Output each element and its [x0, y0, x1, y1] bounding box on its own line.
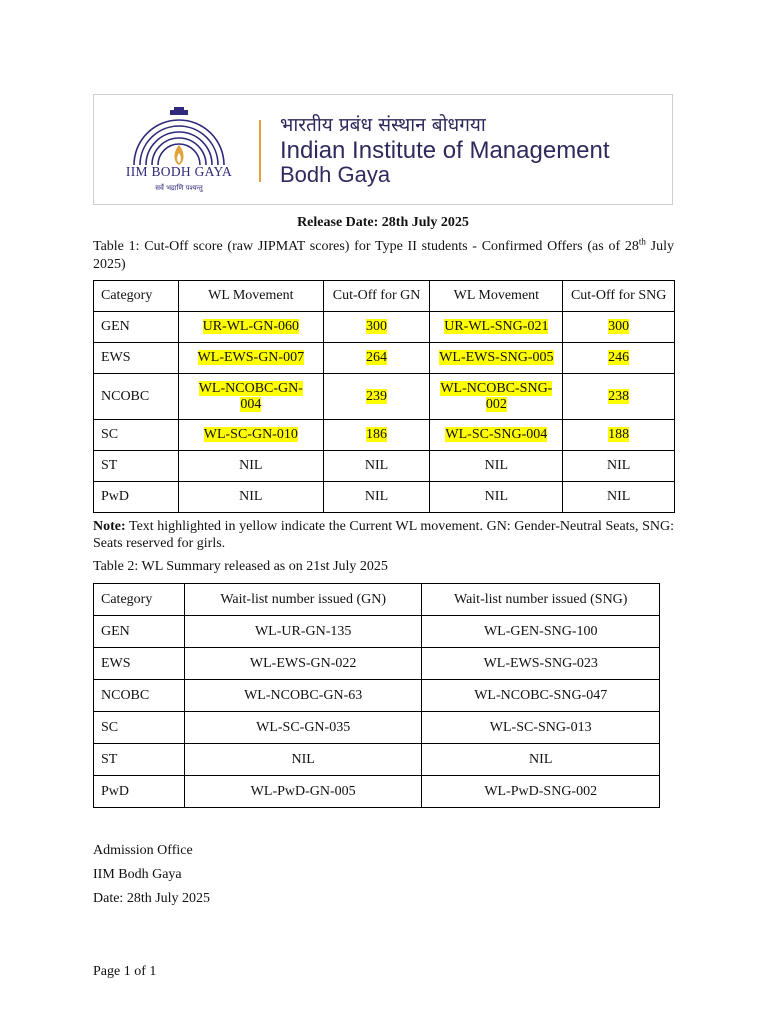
logo-motto: सर्वे भद्राणि पश्यन्तु — [155, 184, 203, 192]
wl-sng-cell: WL-SC-SNG-013 — [422, 712, 660, 744]
table-header-row — [94, 584, 660, 616]
cutoff-cell — [563, 420, 675, 451]
highlighted-value: 246 — [608, 350, 630, 365]
cutoff-cell — [323, 374, 430, 420]
category-cell: NCOBC — [94, 680, 185, 712]
highlighted-value: WL-NCOBC-SNG-002 — [440, 380, 553, 412]
cutoff-cell — [323, 420, 430, 451]
table-row — [94, 744, 660, 776]
highlighted-value: 300 — [366, 319, 388, 334]
cutoff-table — [93, 280, 675, 513]
institute-name-english: Indian Institute of Management — [280, 137, 610, 164]
table-row — [94, 712, 660, 744]
category-cell: GEN — [94, 616, 185, 648]
wl-movement-cell — [178, 343, 323, 374]
table-row — [94, 776, 660, 808]
institute-name-hindi: भारतीय प्रबंध संस्थान बोधगया — [280, 114, 486, 136]
highlighted-value: 264 — [366, 350, 388, 365]
category-cell: PwD — [94, 482, 179, 513]
table-row — [94, 482, 675, 513]
note-label: Note: — [93, 519, 126, 534]
header-cell: Wait-list number issued (SNG) — [422, 584, 660, 616]
highlighted-value: WL-EWS-GN-007 — [197, 350, 305, 365]
header-cell: Category — [94, 584, 185, 616]
cutoff-cell — [563, 374, 675, 420]
highlighted-value: WL-SC-GN-010 — [203, 427, 298, 442]
highlighted-value: 239 — [366, 388, 388, 404]
wl-sng-cell: WL-NCOBC-SNG-047 — [422, 680, 660, 712]
wl-gn-cell: NIL — [184, 744, 422, 776]
highlighted-value: UR-WL-SNG-021 — [444, 319, 549, 334]
wl-gn-cell: WL-SC-GN-035 — [184, 712, 422, 744]
table-row — [94, 343, 675, 374]
header-cell: Cut-Off for GN — [323, 281, 430, 312]
wl-movement-cell — [178, 374, 323, 420]
iim-bodh-gaya-logo — [114, 107, 244, 193]
wl-gn-cell: WL-EWS-GN-022 — [184, 648, 422, 680]
stupa-arch-icon — [114, 107, 244, 167]
cutoff-cell — [323, 343, 430, 374]
category-cell: SC — [94, 712, 185, 744]
header-cell: WL Movement — [178, 281, 323, 312]
table2-caption: Table 2: WL Summary released as on 21st July 2025 — [93, 559, 388, 574]
letterhead — [93, 94, 673, 205]
table-row — [94, 312, 675, 343]
cutoff-cell: NIL — [563, 482, 675, 513]
category-cell: PwD — [94, 776, 185, 808]
wl-gn-cell: WL-NCOBC-GN-63 — [184, 680, 422, 712]
note-text: Text highlighted in yellow indicate the Current WL movement. GN: Gender-Neutral Seats, SNG: Seats reserved for girls. — [93, 519, 674, 551]
table-header-row — [94, 281, 675, 312]
category-cell: ST — [94, 451, 179, 482]
wl-movement-cell — [178, 420, 323, 451]
signature-block — [93, 839, 210, 911]
wl-movement-cell — [430, 343, 563, 374]
highlighted-value: 238 — [608, 388, 630, 404]
category-cell: ST — [94, 744, 185, 776]
category-cell: EWS — [94, 648, 185, 680]
highlighted-value: UR-WL-GN-060 — [202, 319, 300, 334]
cutoff-cell — [323, 312, 430, 343]
highlighted-value: WL-EWS-SNG-005 — [439, 350, 554, 365]
wl-movement-cell — [178, 312, 323, 343]
table1-caption-text: Table 1: Cut-Off score (raw JIPMAT scores) for Type II students - Confirmed Offers (as of 28 — [93, 239, 639, 254]
highlighted-value: WL-NCOBC-GN-004 — [198, 380, 303, 412]
cutoff-cell: NIL — [323, 482, 430, 513]
header-cell: Wait-list number issued (GN) — [184, 584, 422, 616]
wl-movement-cell: NIL — [430, 451, 563, 482]
note-paragraph — [93, 518, 674, 552]
highlighted-value: 186 — [366, 427, 388, 442]
header-cell: Category — [94, 281, 179, 312]
header-cell: Cut-Off for SNG — [563, 281, 675, 312]
category-cell: NCOBC — [94, 374, 179, 420]
cutoff-cell: NIL — [323, 451, 430, 482]
highlighted-value: 300 — [608, 319, 630, 334]
header-divider — [259, 120, 261, 182]
category-cell: SC — [94, 420, 179, 451]
table-row — [94, 374, 675, 420]
office-name: Admission Office — [93, 843, 193, 858]
table1-caption-superscript: th — [638, 236, 646, 247]
wl-movement-cell: NIL — [178, 482, 323, 513]
wl-sng-cell: WL-GEN-SNG-100 — [422, 616, 660, 648]
wl-sng-cell: NIL — [422, 744, 660, 776]
header-cell: WL Movement — [430, 281, 563, 312]
wl-summary-table — [93, 583, 660, 808]
footer-date: Date: 28th July 2025 — [93, 891, 211, 906]
highlighted-value: WL-SC-SNG-004 — [445, 427, 548, 442]
wl-movement-cell: NIL — [430, 482, 563, 513]
table1-caption — [93, 238, 674, 274]
wl-gn-cell: WL-UR-GN-135 — [184, 616, 422, 648]
wl-sng-cell: WL-EWS-SNG-023 — [422, 648, 660, 680]
institute-name: IIM Bodh Gaya — [93, 867, 182, 882]
logo-wordmark: IIM BODH GAYA — [125, 164, 233, 179]
wl-movement-cell: NIL — [178, 451, 323, 482]
wl-movement-cell — [430, 420, 563, 451]
table-row — [94, 420, 675, 451]
category-cell: EWS — [94, 343, 179, 374]
category-cell: GEN — [94, 312, 179, 343]
wl-gn-cell: WL-PwD-GN-005 — [184, 776, 422, 808]
highlighted-value: 188 — [608, 427, 630, 442]
table-row — [94, 648, 660, 680]
page-number: Page 1 of 1 — [93, 964, 157, 979]
wl-sng-cell: WL-PwD-SNG-002 — [422, 776, 660, 808]
cutoff-cell — [563, 343, 675, 374]
table-row — [94, 680, 660, 712]
table-row — [94, 616, 660, 648]
table1-caption-end: July 2025) — [93, 239, 675, 272]
table-row — [94, 451, 675, 482]
institute-location: Bodh Gaya — [280, 162, 391, 187]
cutoff-cell: NIL — [563, 451, 675, 482]
release-date-heading: Release Date: 28th July 2025 — [297, 215, 469, 230]
wl-movement-cell — [430, 312, 563, 343]
cutoff-cell — [563, 312, 675, 343]
wl-movement-cell — [430, 374, 563, 420]
